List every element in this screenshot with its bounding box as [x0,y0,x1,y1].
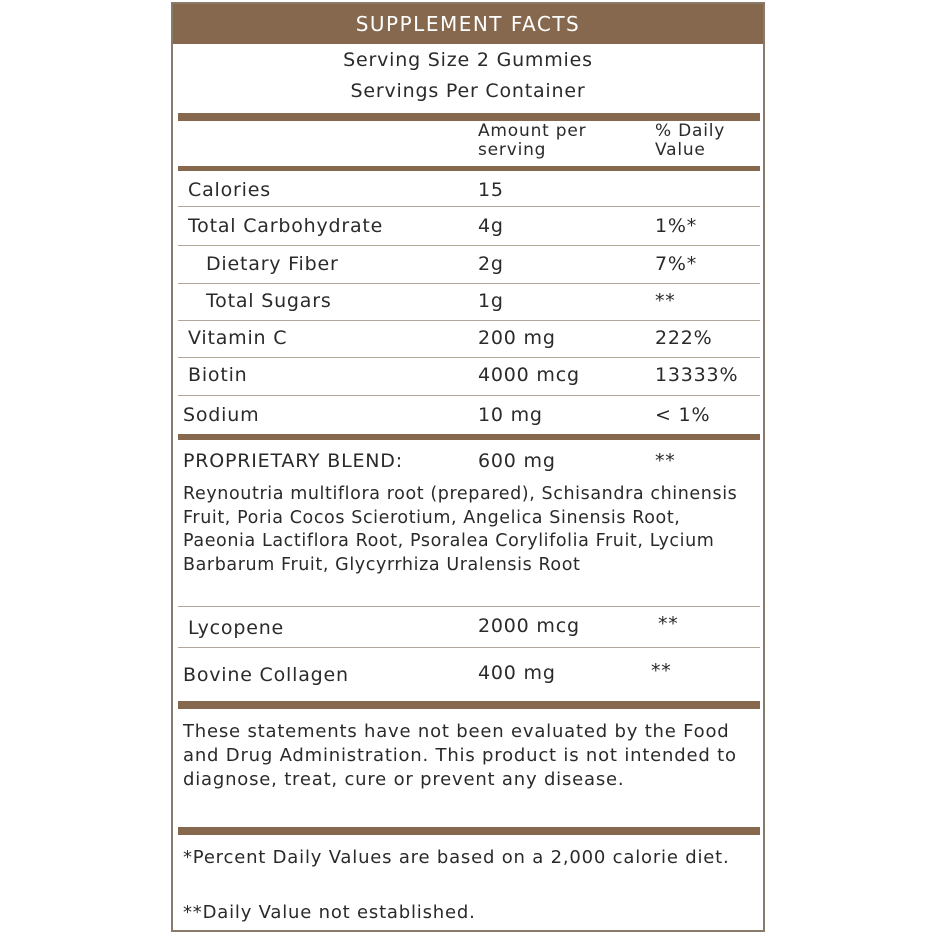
nutrient-dv: 7%* [655,253,698,275]
row-divider [178,245,760,246]
divider-thick [178,113,760,121]
nutrient-name: Total Sugars [206,290,332,312]
nutrient-name: Vitamin C [188,327,288,349]
row-divider [178,283,760,284]
nutrient-amount: 4000 mcg [478,364,580,386]
row-divider [178,357,760,358]
row-divider [178,206,760,207]
nutrient-name: Lycopene [188,617,285,639]
nutrient-dv: ** [651,660,672,682]
nutrient-amount: 200 mg [478,327,556,349]
nutrient-amount: 400 mg [478,662,556,684]
nutrient-name: Calories [188,179,271,201]
servings-per-container: Servings Per Container [350,80,586,102]
row-divider [178,647,760,648]
nutrient-amount: 4g [478,215,504,237]
nutrient-amount: 2g [478,253,504,275]
panel-title: SUPPLEMENT FACTS [173,4,763,44]
nutrient-amount: 2000 mcg [478,615,580,637]
row-divider [178,395,760,396]
blend-label: PROPRIETARY BLEND: [183,450,403,472]
nutrient-dv: < 1% [655,404,711,426]
nutrient-amount: 15 [478,179,504,201]
nutrient-amount: 1g [478,290,504,312]
divider-thick [178,827,760,835]
column-header-dv: % Daily Value [655,121,726,160]
divider-thick [178,701,760,709]
blend-amount: 600 mg [478,450,556,472]
fda-disclaimer: These statements have not been evaluated by the Food and Drug Administration. This product is not intended to diagnose, treat, cure or prevent any disease. [183,721,737,790]
divider-medium [178,166,760,171]
nutrient-dv: 1%* [655,215,698,237]
column-header-amount: Amount per serving [478,121,587,160]
divider-medium [178,434,760,440]
row-divider [178,606,760,607]
nutrient-name: Dietary Fiber [206,253,339,275]
blend-ingredients: Reynoutria multiflora root (prepared), Schisandra chinensis Fruit, Poria Cocos Scierotium, Angelica Sinensis Root, Paeonia Lactiflora Root, Psoralea Corylifolia Fruit, Lycium Barbarum Fruit, Glycyrrhiza Uralensis Root [183,484,738,575]
nutrient-name: Bovine Collagen [183,664,349,686]
nutrient-dv: ** [655,290,676,312]
row-divider [178,320,760,321]
blend-dv: ** [655,450,676,472]
nutrient-dv: 222% [655,327,713,349]
serving-size: Serving Size 2 Gummies [343,49,593,71]
nutrient-dv: 13333% [655,364,739,386]
nutrient-amount: 10 mg [478,404,543,426]
nutrient-name: Biotin [188,364,248,386]
nutrient-name: Total Carbohydrate [188,215,384,237]
nutrient-name: Sodium [183,404,260,426]
footnote-daily-values: *Percent Daily Values are based on a 2,000 calorie diet. [183,847,730,868]
nutrient-dv: ** [658,613,679,635]
footnote-not-established: **Daily Value not established. [183,902,476,923]
supplement-facts-panel [171,2,765,932]
